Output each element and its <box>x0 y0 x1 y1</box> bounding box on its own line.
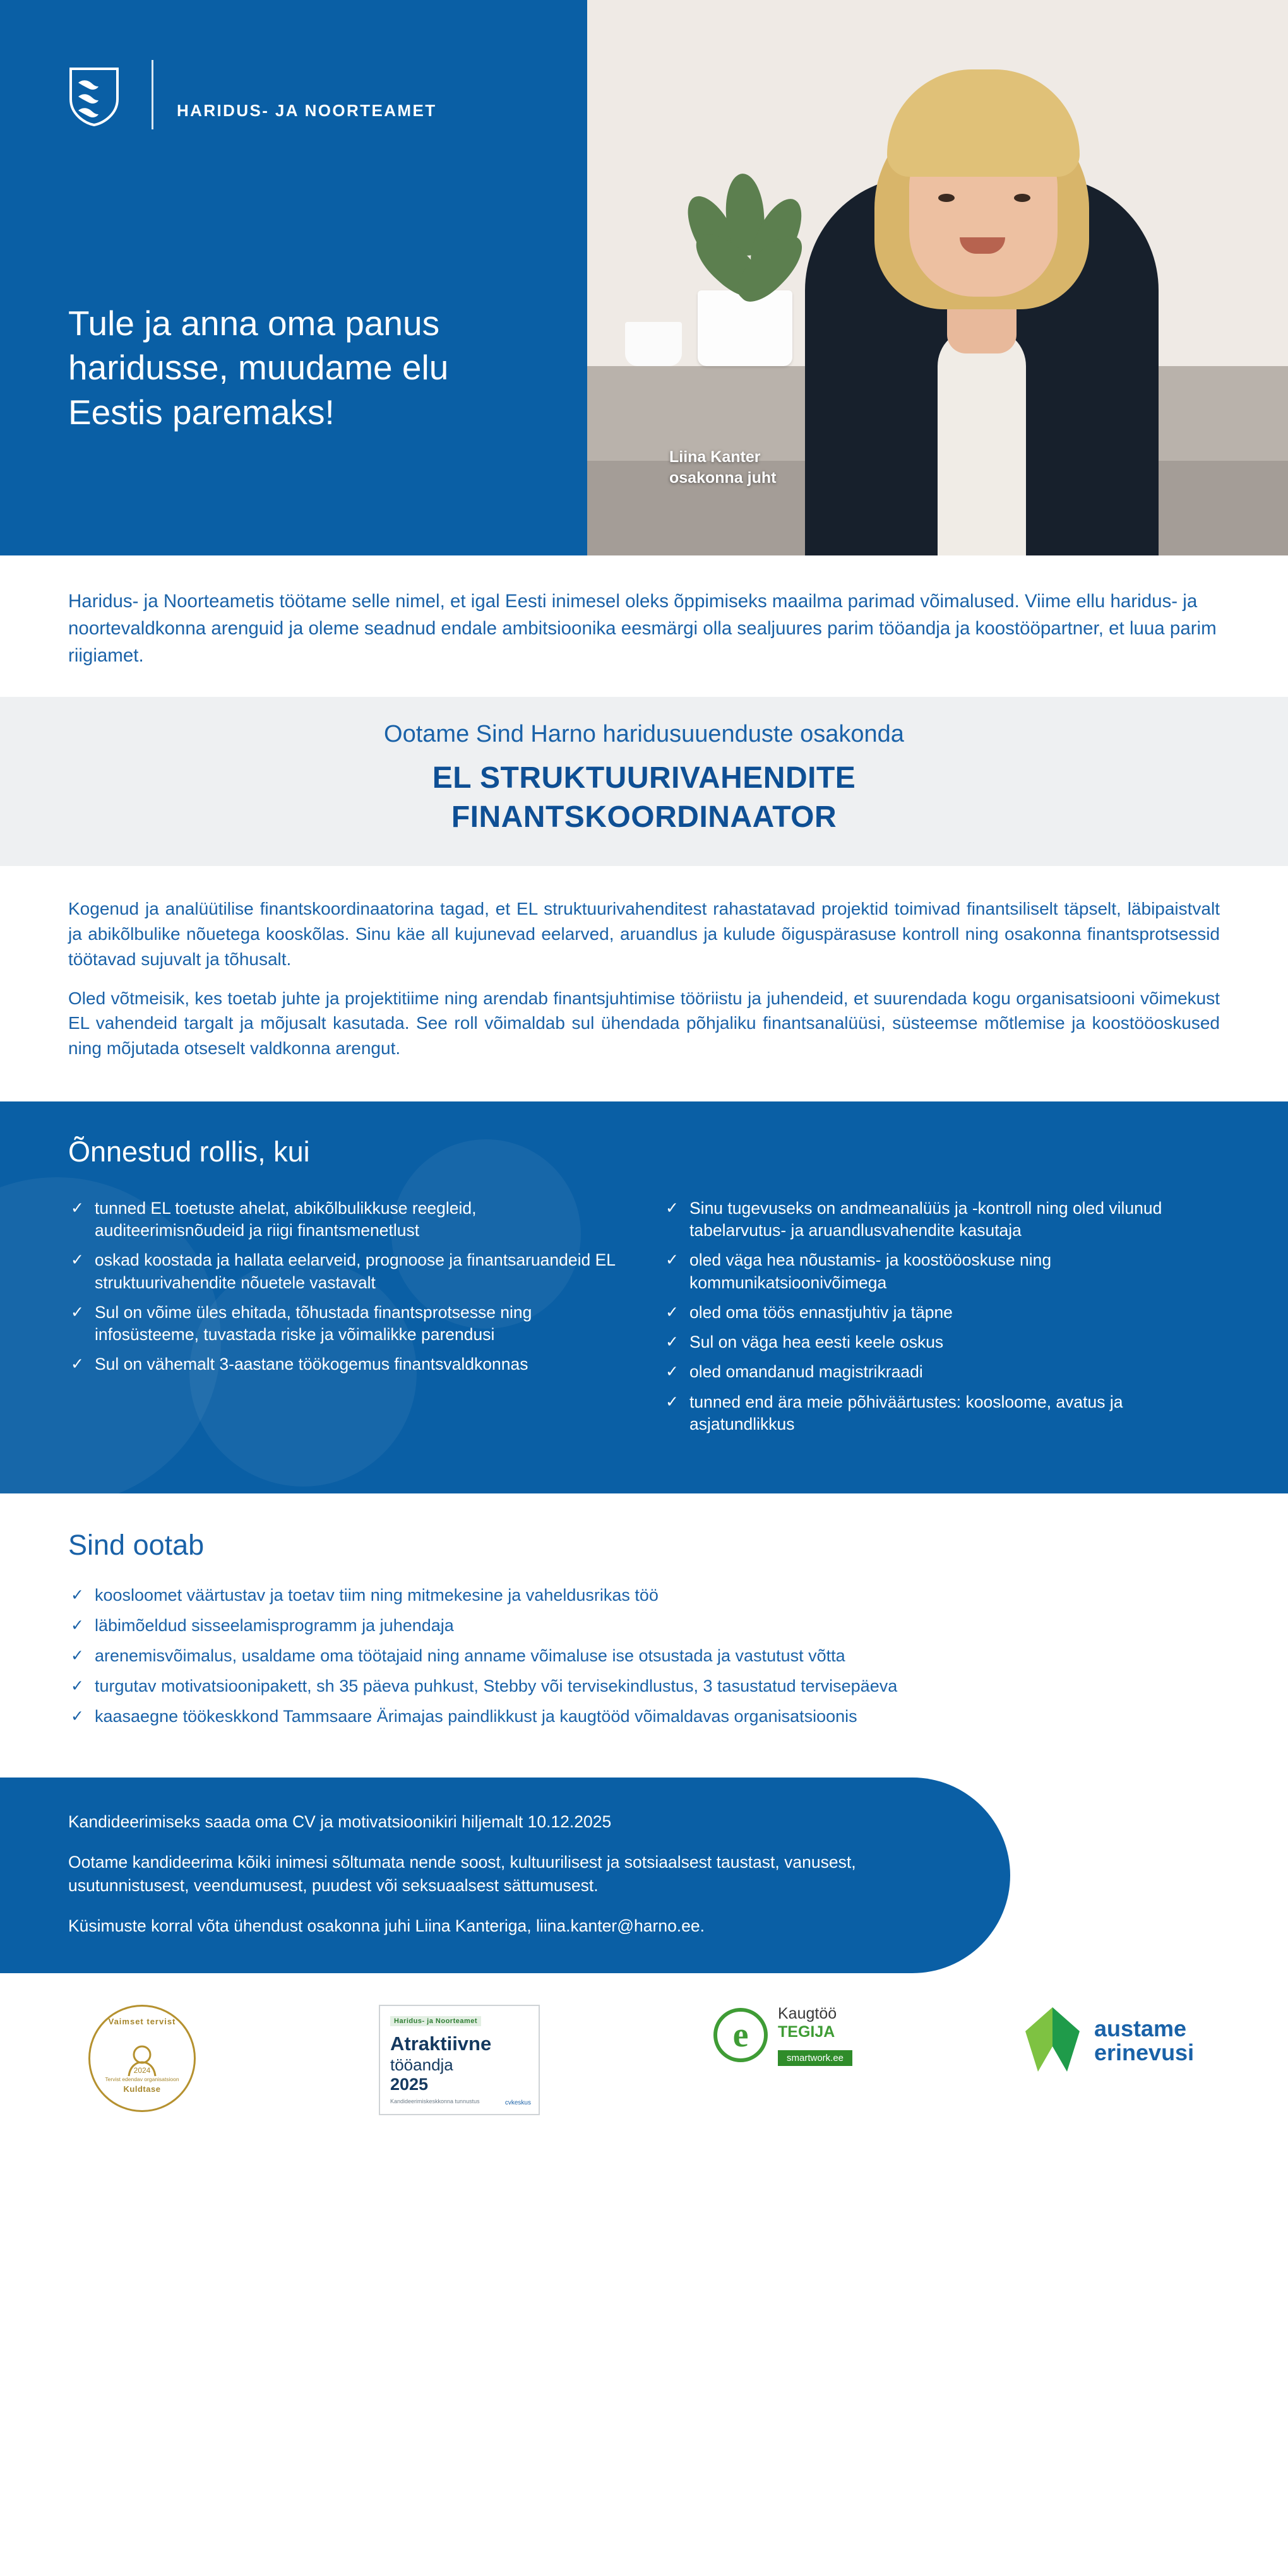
diversity-text <box>1094 2017 1194 2065</box>
offer-section <box>0 1493 1288 1778</box>
description-paragraph-1: Kogenud ja analüütilise finantskoordinaatorina tagad, et EL struktuurivahenditest rahastatavad projektid toimivad finantsiliselt täpselt, läbipaistvalt ja abikõlbulike nõuetega kooskõlas. Sinu käe all kujunevad eelarved, aruandlus ja kulude õiguspärasuse kontroll ning osakonna finantsprotsessid töötavad sujuvalt ja tõhusalt. <box>68 899 1220 969</box>
job-title <box>68 759 1220 838</box>
photo-person-shirt <box>938 328 1026 555</box>
remote-line2: TEGIJA <box>778 2022 835 2041</box>
requirements-section <box>0 1101 1288 1493</box>
photo-plant <box>682 167 814 300</box>
photo-caption-role: osakonna juht <box>669 469 777 487</box>
list-item: ✓ arenemisvõimalus, usaldame oma töötajaid ning anname võimaluse ise otsustada ja vastutust võtta <box>68 1645 1220 1668</box>
intro-paragraph: Haridus- ja Noorteametis töötame selle nimel, et igal Eesti inimesel oleks õppimiseks maailma parimad võimalused. Viime ellu haridus- ja noortevaldkonna arenguid ja oleme seadnud endale ambitsioonika eesmärgi olla sealjuures parim tööandja ja koostööpartner, et luua parim riigiamet. <box>68 591 1217 666</box>
remote-line1: Kaugtöö <box>778 2004 837 2022</box>
list-item: ✓ Sul on võime üles ehitada, tõhustada finantsprotsesse ning infosüsteeme, tuvastada riske ja võimalikke parendusi <box>68 1302 625 1346</box>
diversity-logo <box>1023 2005 1194 2077</box>
list-item: ✓ oled omandanud magistrikraadi <box>663 1361 1220 1383</box>
contact-text: Küsimuste korral võta ühendust osakonna juhi Liina Kanteriga, liina.kanter@harno.ee. <box>68 1916 705 1936</box>
estonia-coat-of-arms-icon <box>68 66 120 127</box>
health-seal-icon <box>88 2005 196 2112</box>
footer-section <box>0 1778 1288 1986</box>
requirements-left-column <box>68 1197 625 1443</box>
logos-section <box>0 1986 1288 2144</box>
job-title-line1: EL STRUKTUURIVAHENDITE <box>432 761 856 795</box>
list-item: ✓ Sul on vähemalt 3-aastane töökogemus finantsvaldkonnas <box>68 1353 625 1375</box>
list-item: ✓ koosloomet väärtustav ja toetav tiim ning mitmekesine ja vaheldusrikas töö <box>68 1584 1220 1607</box>
remote-work-logo <box>713 2005 852 2066</box>
remote-work-icon: e <box>713 2008 768 2062</box>
organization-name: HARIDUS- JA NOORTEAMET <box>177 101 437 120</box>
description-paragraph-2: Oled võtmeisik, kes toetab juhte ja projektitiime ning arendab finantsjuhtimise tööriistu ja juhendeid, et suurendada kogu organisatsiooni võimekust EL vahendeid targalt ja mõjusalt kasutada. See roll võimaldab sul ühendada põhjaliku finantsanalüüsi, süsteemse mõtlemise ja koostööoskused ning mõjutada otseselt valdkonna arengut. <box>68 988 1220 1059</box>
equality-text: Ootame kandideerima kõiki inimesi sõltumata nende soost, kultuurilisest ja sotsiaalsest taustast, vanusest, usutunnistusest, veendumusest, puudest või seksuaalsest sättumusest. <box>68 1853 856 1895</box>
list-item: ✓ kaasaegne töökeskkond Tammsaare Ärimajas paindlikkust ja kaugtööd võimaldavas organisatsioonis <box>68 1706 1220 1728</box>
list-item: ✓ oled oma töös ennastjuhtiv ja täpne <box>663 1302 1220 1324</box>
remote-bar: smartwork.ee <box>778 2050 852 2066</box>
diversity-line1: austame <box>1094 2015 1187 2042</box>
list-item: ✓ oskad koostada ja hallata eelarveid, prognoose ja finantsaruandeid EL struktuurivahendite nõuetele vastavalt <box>68 1249 625 1293</box>
attractive-badge: Haridus- ja Noorteamet <box>390 2016 481 2026</box>
attractive-chip: cvkeskus <box>504 2099 531 2106</box>
diversity-line2: erinevusi <box>1094 2039 1195 2066</box>
health-seal-mid-text: Tervist edendav organisatsioon <box>105 2075 179 2082</box>
footer-blue-panel <box>0 1778 1010 1973</box>
job-pre-title: Ootame Sind Harno haridusuuenduste osakonda <box>384 721 904 748</box>
list-item: ✓ oled väga hea nõustamis- ja koostööoskuse ning kommunikatsioonivõimega <box>663 1249 1220 1293</box>
requirements-right-column <box>663 1197 1220 1443</box>
health-seal-bottom-text: Kuldtase <box>123 2084 161 2094</box>
photo-cup <box>625 322 682 366</box>
photo-caption <box>669 447 776 490</box>
diversity-leaf-icon <box>1023 2005 1083 2077</box>
apply-deadline-text: Kandideerimiseks saada oma CV ja motivatsioonikiri hiljemalt 10.12.2025 <box>68 1812 612 1831</box>
remote-work-text <box>778 2005 852 2066</box>
attractive-sub: Kandideerimiskeskkonna tunnustus <box>390 2098 480 2104</box>
offer-list <box>68 1584 1220 1728</box>
requirements-heading: Õnnestud rollis, kui <box>68 1135 310 1168</box>
list-item: ✓ Sinu tugevuseks on andmeanalüüs ja -kontroll ning oled vilunud tabelarvutus- ja aruandlusvahendite kasutaja <box>663 1197 1220 1242</box>
list-item: ✓ Sul on väga hea eesti keele oskus <box>663 1331 1220 1353</box>
attractive-employer-logo <box>379 2005 540 2115</box>
health-seal-year: 2024 <box>133 2065 151 2075</box>
job-description <box>0 866 1288 1101</box>
photo-caption-name: Liina Kanter <box>669 448 761 466</box>
requirements-left-list <box>68 1197 625 1376</box>
health-seal-top-text: Vaimset tervist <box>108 2016 176 2026</box>
job-title-line2: FINANTSKOORDINAATOR <box>451 800 837 834</box>
job-title-band <box>0 697 1288 866</box>
photo-plant-pot <box>698 290 792 366</box>
offer-heading: Sind ootab <box>68 1528 205 1561</box>
list-item: ✓ tunned end ära meie põhiväärtustes: koosloome, avatus ja asjatundlikkus <box>663 1391 1220 1435</box>
health-seal-logo <box>88 2005 196 2112</box>
attractive-line1: Atraktiivne <box>390 2032 492 2055</box>
hero-headline: Tule ja anna oma panus haridusse, muudame elu Eestis paremaks! <box>68 303 449 432</box>
list-item: ✓ turgutav motivatsioonipakett, sh 35 päeva puhkust, Stebby või tervisekindlustus, 3 tasustatud tervisepäeva <box>68 1675 1220 1698</box>
hero-section <box>0 0 1288 555</box>
attractive-line2: tööandja <box>390 2055 453 2074</box>
requirements-right-list <box>663 1197 1220 1435</box>
list-item: ✓ läbimõeldud sisseelamisprogramm ja juhendaja <box>68 1615 1220 1637</box>
attractive-line3: 2025 <box>390 2074 429 2094</box>
header-divider <box>152 60 153 129</box>
list-item: ✓ tunned EL toetuste ahelat, abikõlbulikkuse reegleid, auditeerimisnõudeid ja riigi finantsmenetlust <box>68 1197 625 1242</box>
intro-section <box>0 555 1288 697</box>
